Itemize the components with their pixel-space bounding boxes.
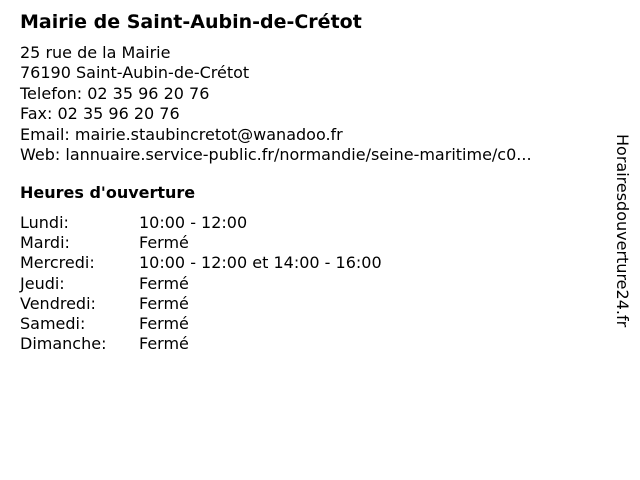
fax-line xyxy=(20,104,532,124)
day-hours: 10:00 - 12:00 xyxy=(139,213,248,232)
address-street: 25 rue de la Mairie xyxy=(20,43,171,62)
fax-label: Fax: xyxy=(20,104,53,124)
day-hours: Fermé xyxy=(139,233,189,253)
day-label: Dimanche: xyxy=(20,334,107,354)
address-city: 76190 Saint-Aubin-de-Crétot xyxy=(20,63,250,83)
web-label: Web: xyxy=(20,144,61,164)
day-label: Mardi: xyxy=(20,233,70,253)
day-label: Vendredi: xyxy=(20,293,96,313)
day-hours: Fermé xyxy=(139,293,189,313)
day-hours: 10:00 - 12:00 et 14:00 - 16:00 xyxy=(139,253,382,273)
contact-block xyxy=(20,43,532,165)
fax-number: 02 35 96 20 76 xyxy=(57,104,180,124)
email-link[interactable]: mairie.staubincretot@wanadoo.fr xyxy=(74,124,343,144)
day-label: Mercredi: xyxy=(20,253,95,273)
day-hours: Fermé xyxy=(139,334,189,354)
web-line xyxy=(20,145,532,165)
day-label: Lundi: xyxy=(20,213,69,232)
day-hours: Fermé xyxy=(139,313,189,333)
day-label: Samedi: xyxy=(20,313,86,333)
email-line xyxy=(20,125,532,145)
phone-number[interactable]: 02 35 96 20 76 xyxy=(87,83,210,103)
page-title: Mairie de Saint-Aubin-de-Crétot xyxy=(20,11,362,33)
web-link[interactable]: lannuaire.service-public.fr/normandie/seine-maritime/c0... xyxy=(65,144,532,164)
phone-label: Telefon: xyxy=(20,83,83,103)
hours-heading: Heures d'ouverture xyxy=(20,183,196,202)
site-watermark: Horairesdouverture24.fr xyxy=(613,134,632,328)
day-hours: Fermé xyxy=(139,273,189,293)
phone-line xyxy=(20,84,532,104)
email-label: Email: xyxy=(20,124,70,144)
day-label: Jeudi: xyxy=(20,273,65,293)
